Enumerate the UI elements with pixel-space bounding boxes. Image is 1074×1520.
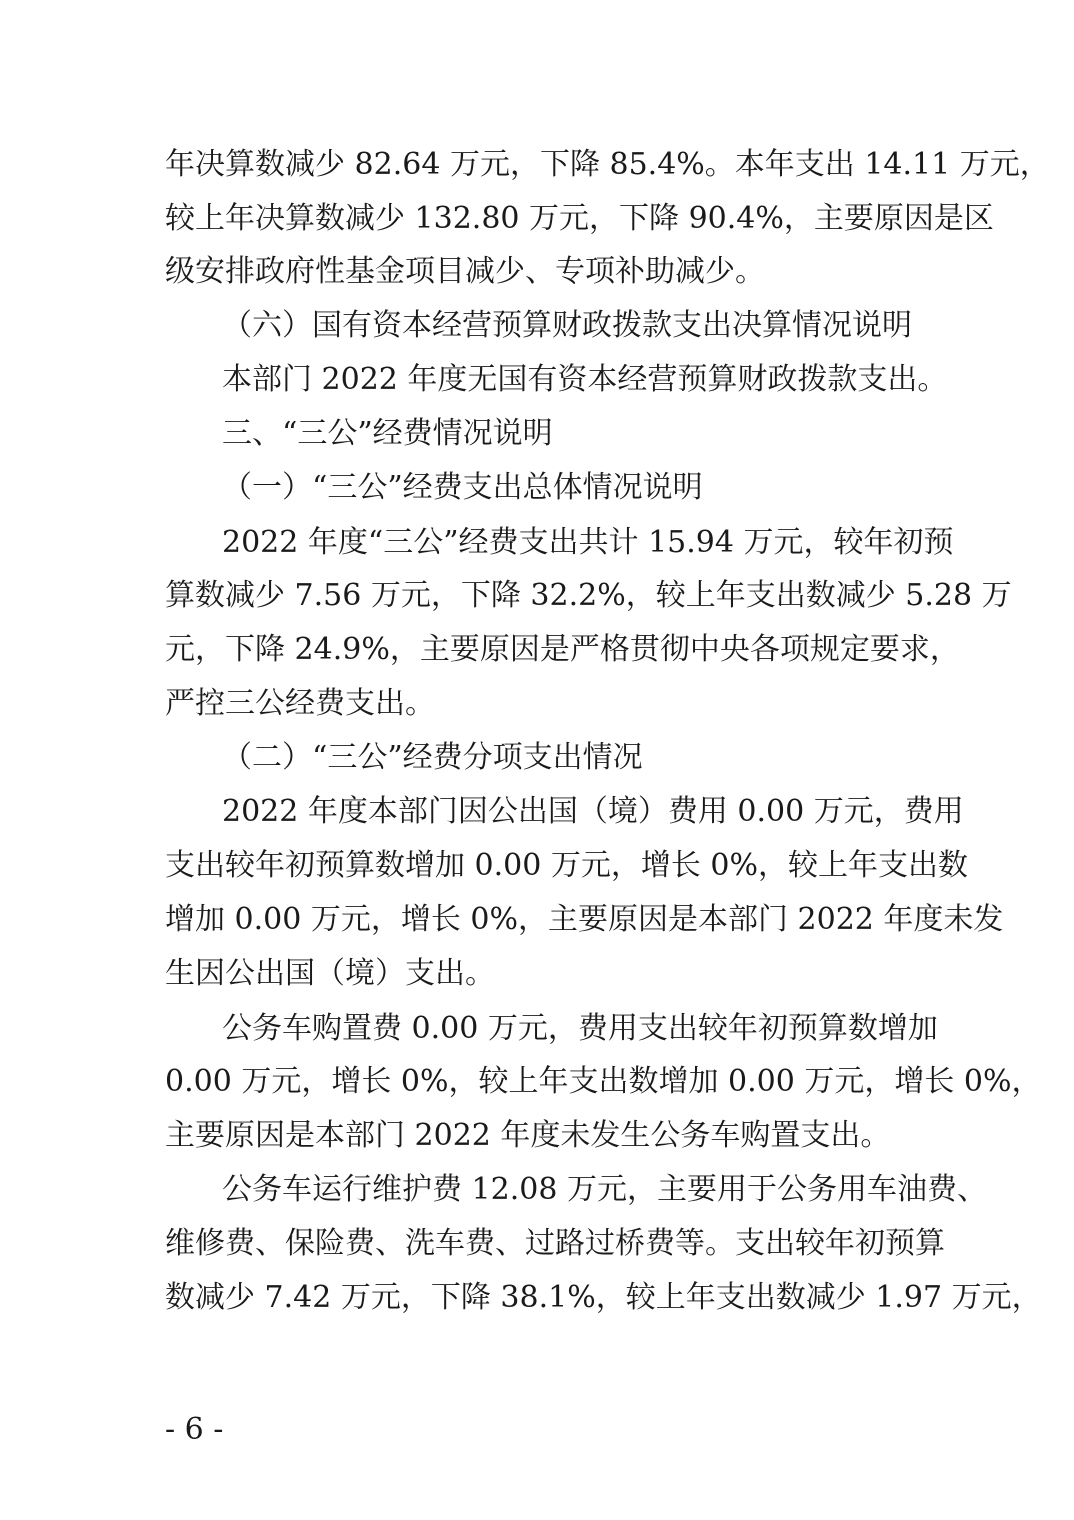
body-text-line: 支出较年初预算数增加 0.00 万元，增长 0%，较上年支出数: [165, 848, 968, 883]
section-heading: （六）国有资本经营预算财政拨款支出决算情况说明: [222, 308, 912, 343]
section-heading: （一）“三公”经费支出总体情况说明: [222, 470, 703, 505]
body-text-line: 数减少 7.42 万元，下降 38.1%，较上年支出数减少 1.97 万元，: [165, 1280, 1042, 1315]
body-text-line: 2022 年度本部门因公出国（境）费用 0.00 万元，费用: [222, 794, 964, 829]
body-text-line: 算数减少 7.56 万元，下降 32.2%，较上年支出数减少 5.28 万: [165, 578, 1012, 613]
body-text-line: 元，下降 24.9%，主要原因是严格贯彻中央各项规定要求，: [165, 632, 960, 667]
body-text-line: 0.00 万元，增长 0%，较上年支出数增加 0.00 万元，增长 0%，: [165, 1064, 1042, 1099]
body-text-line: 2022 年度“三公”经费支出共计 15.94 万元，较年初预: [222, 525, 954, 560]
body-text-line: 年决算数减少 82.64 万元，下降 85.4%。本年支出 14.11 万元，: [165, 147, 1050, 182]
body-text-line: 增加 0.00 万元，增长 0%，主要原因是本部门 2022 年度未发: [165, 902, 1004, 937]
body-text-line: 较上年决算数减少 132.80 万元，下降 90.4%，主要原因是区: [165, 201, 994, 236]
section-heading: 三、“三公”经费情况说明: [222, 416, 553, 451]
body-text-line: 生因公出国（境）支出。: [165, 956, 495, 991]
body-text-line: 主要原因是本部门 2022 年度未发生公务车购置支出。: [165, 1118, 891, 1153]
body-text-line: 本部门 2022 年度无国有资本经营预算财政拨款支出。: [222, 362, 948, 397]
body-text-line: 维修费、保险费、洗车费、过路过桥费等。支出较年初预算: [165, 1226, 945, 1261]
body-text-line: 级安排政府性基金项目减少、专项补助减少。: [165, 254, 765, 289]
body-text-line: 公务车运行维护费 12.08 万元，主要用于公务用车油费、: [222, 1172, 987, 1207]
page-number: - 6 -: [165, 1412, 224, 1447]
section-heading: （二）“三公”经费分项支出情况: [222, 740, 643, 775]
body-text-line: 公务车购置费 0.00 万元，费用支出较年初预算数增加: [222, 1011, 938, 1046]
body-text-line: 严控三公经费支出。: [165, 686, 435, 721]
